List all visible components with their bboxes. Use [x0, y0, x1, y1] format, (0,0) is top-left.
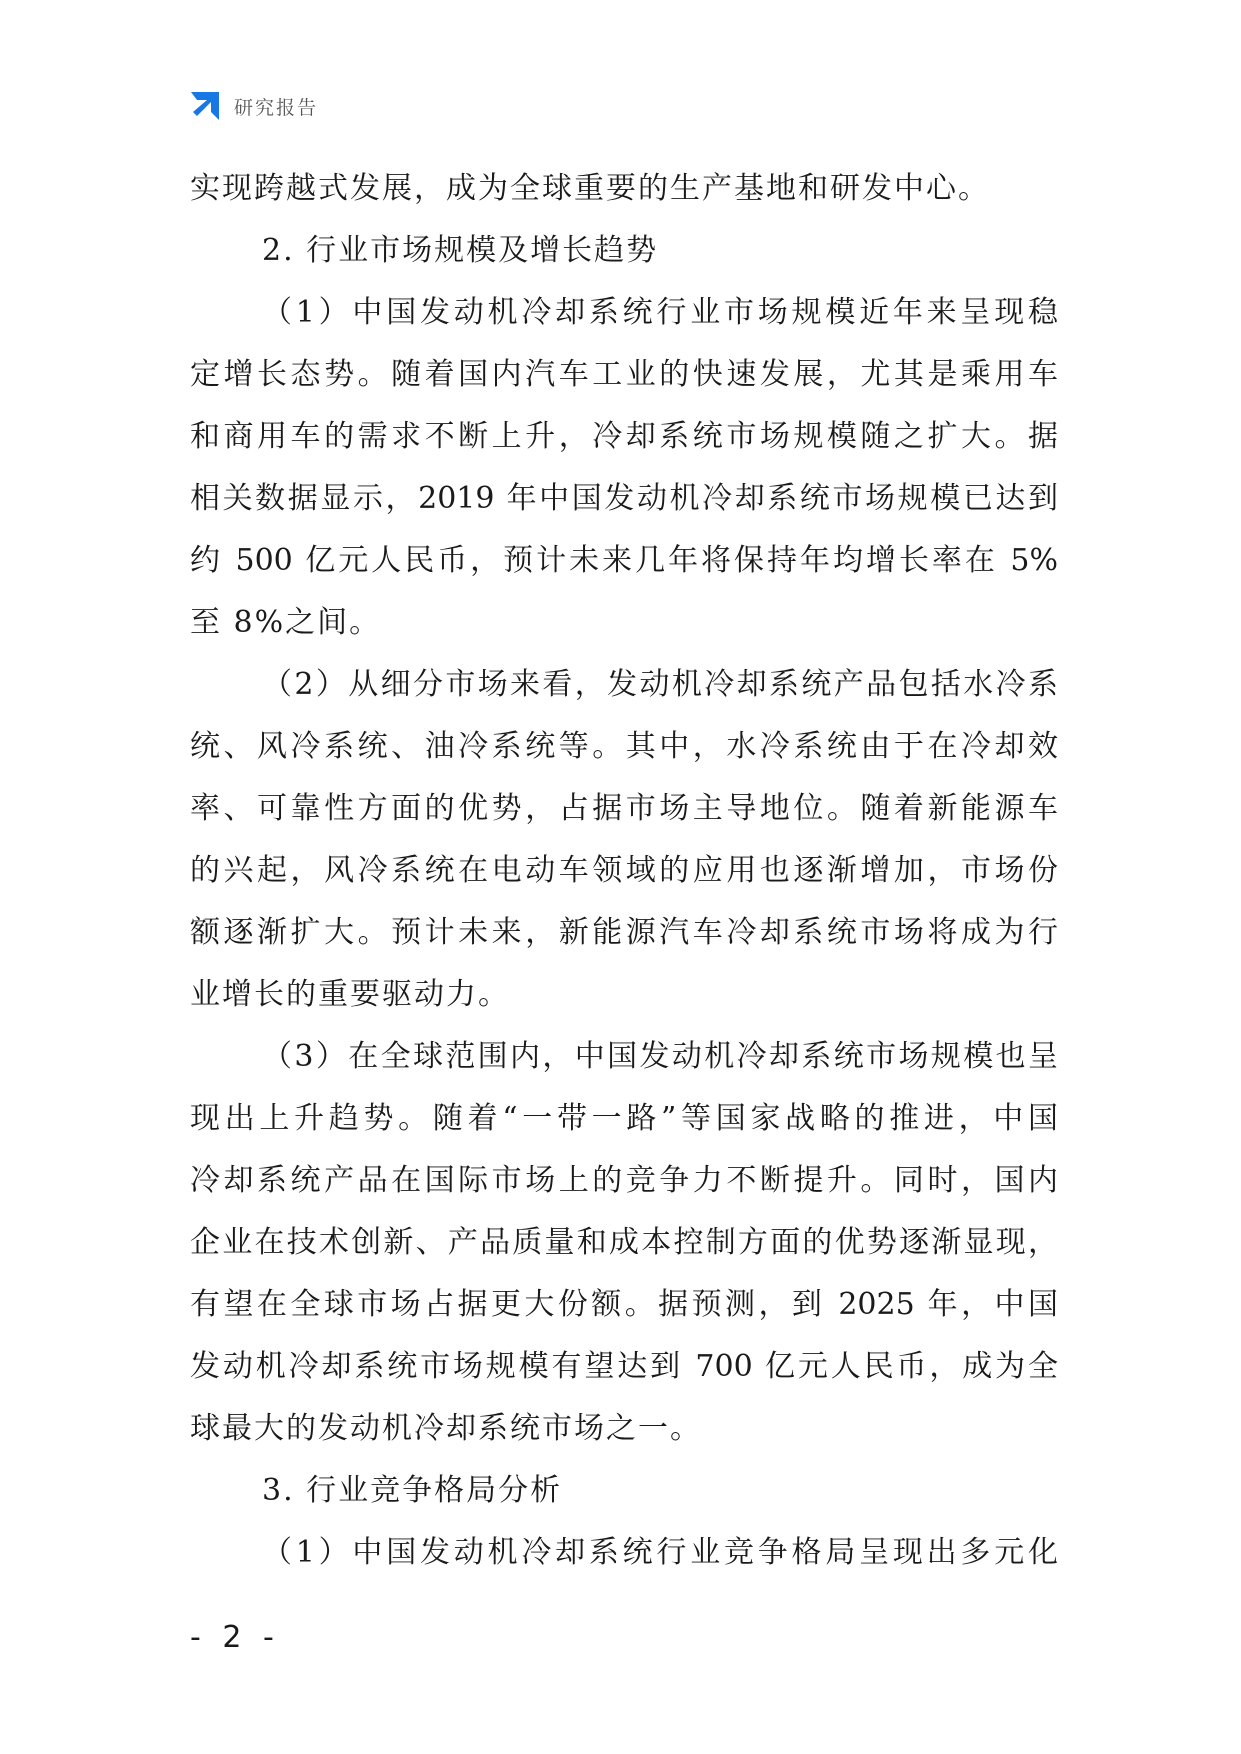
arrow-up-right-icon	[188, 89, 222, 123]
text-line: （1）中国发动机冷却系统行业竞争格局呈现出多元化	[262, 1535, 1058, 1570]
text-line: 率、可靠性方面的优势，占据市场主导地位。随着新能源车	[190, 791, 1058, 826]
text-line: 有望在全球市场占据更大份额。据预测，到 2025 年，中国	[190, 1287, 1058, 1322]
header-title: 研究报告	[234, 96, 319, 119]
text-line: 额逐渐扩大。预计未来，新能源汽车冷却系统市场将成为行	[190, 915, 1058, 950]
page-header	[188, 88, 318, 124]
text-line: 和商用车的需求不断上升，冷却系统市场规模随之扩大。据	[190, 419, 1058, 454]
text-line: 2. 行业市场规模及增长趋势	[262, 233, 659, 268]
text-line: 3. 行业竞争格局分析	[262, 1473, 563, 1508]
page-number: - 2 -	[190, 1620, 280, 1655]
text-line: 现出上升趋势。随着“一带一路”等国家战略的推进，中国	[190, 1101, 1058, 1136]
text-line: 至 8%之间。	[190, 605, 382, 640]
text-line: （2）从细分市场来看，发动机冷却系统产品包括水冷系	[262, 667, 1058, 702]
text-line: 企业在技术创新、产品质量和成本控制方面的优势逐渐显现，	[190, 1225, 1058, 1260]
text-line: 约 500 亿元人民币，预计未来几年将保持年均增长率在 5%	[190, 543, 1058, 578]
text-line: 球最大的发动机冷却系统市场之一。	[190, 1411, 702, 1446]
text-line: 实现跨越式发展，成为全球重要的生产基地和研发中心。	[190, 171, 990, 206]
text-line: 冷却系统产品在国际市场上的竞争力不断提升。同时，国内	[190, 1163, 1058, 1198]
text-line: （1）中国发动机冷却系统行业市场规模近年来呈现稳	[262, 295, 1058, 330]
document-body	[190, 158, 1058, 1584]
text-line: 定增长态势。随着国内汽车工业的快速发展，尤其是乘用车	[190, 357, 1058, 392]
text-line: （3）在全球范围内，中国发动机冷却系统市场规模也呈	[262, 1039, 1058, 1074]
text-line: 的兴起，风冷系统在电动车领域的应用也逐渐增加，市场份	[190, 853, 1058, 888]
text-line: 发动机冷却系统市场规模有望达到 700 亿元人民币，成为全	[190, 1349, 1058, 1384]
text-line: 相关数据显示，2019 年中国发动机冷却系统市场规模已达到	[190, 481, 1058, 516]
text-line: 统、风冷系统、油冷系统等。其中，水冷系统由于在冷却效	[190, 729, 1058, 764]
text-line: 业增长的重要驱动力。	[190, 977, 510, 1012]
